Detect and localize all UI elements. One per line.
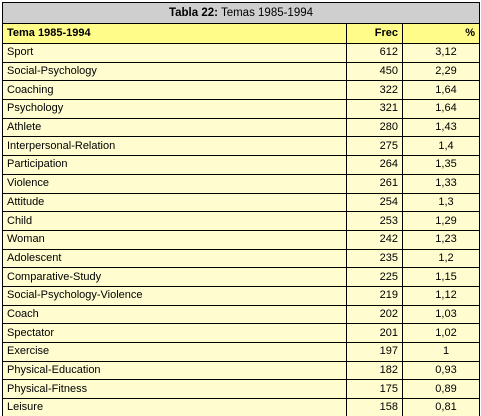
table-title[interactable] <box>3 3 480 24</box>
cell-pct[interactable]: 0,89 <box>403 380 480 399</box>
cell-frec[interactable]: 242 <box>347 230 403 249</box>
table-row <box>3 361 480 380</box>
cell-frec[interactable]: 264 <box>347 156 403 175</box>
table-row <box>3 399 480 416</box>
table-row <box>3 100 480 119</box>
table-row <box>3 305 480 324</box>
cell-frec[interactable]: 322 <box>347 81 403 100</box>
cell-pct[interactable]: 1 <box>403 343 480 362</box>
cell-tema[interactable]: Psychology <box>3 100 347 119</box>
title-row <box>3 3 480 24</box>
cell-pct[interactable]: 1,15 <box>403 268 480 287</box>
table-row <box>3 324 480 343</box>
table-row <box>3 44 480 63</box>
cell-frec[interactable]: 202 <box>347 305 403 324</box>
cell-tema[interactable]: Spectator <box>3 324 347 343</box>
cell-pct[interactable]: 1,29 <box>403 212 480 231</box>
cell-frec[interactable]: 612 <box>347 44 403 63</box>
cell-pct[interactable]: 1,4 <box>403 137 480 156</box>
cell-frec[interactable]: 280 <box>347 118 403 137</box>
cell-pct[interactable]: 1,43 <box>403 118 480 137</box>
cell-frec[interactable]: 175 <box>347 380 403 399</box>
cell-tema[interactable]: Violence <box>3 174 347 193</box>
cell-tema[interactable]: Physical-Education <box>3 361 347 380</box>
table-row <box>3 380 480 399</box>
cell-pct[interactable]: 1,64 <box>403 81 480 100</box>
cell-frec[interactable]: 158 <box>347 399 403 416</box>
cell-frec[interactable]: 219 <box>347 286 403 305</box>
table-row <box>3 156 480 175</box>
cell-frec[interactable]: 253 <box>347 212 403 231</box>
cell-frec[interactable]: 197 <box>347 343 403 362</box>
cell-frec[interactable]: 275 <box>347 137 403 156</box>
cell-pct[interactable]: 2,29 <box>403 62 480 81</box>
header-tema[interactable]: Tema 1985-1994 <box>3 24 347 44</box>
table-row <box>3 212 480 231</box>
cell-tema[interactable]: Woman <box>3 230 347 249</box>
cell-pct[interactable]: 1,35 <box>403 156 480 175</box>
cell-frec[interactable]: 261 <box>347 174 403 193</box>
cell-pct[interactable]: 1,33 <box>403 174 480 193</box>
temas-table <box>2 2 480 416</box>
cell-tema[interactable]: Physical-Fitness <box>3 380 347 399</box>
cell-frec[interactable]: 225 <box>347 268 403 287</box>
cell-pct[interactable]: 1,12 <box>403 286 480 305</box>
table-row <box>3 118 480 137</box>
table-title-text: Temas 1985-1994 <box>217 7 314 19</box>
cell-pct[interactable]: 1,2 <box>403 249 480 268</box>
cell-tema[interactable]: Interpersonal-Relation <box>3 137 347 156</box>
table-row <box>3 174 480 193</box>
cell-frec[interactable]: 201 <box>347 324 403 343</box>
cell-pct[interactable]: 1,03 <box>403 305 480 324</box>
cell-pct[interactable]: 1,02 <box>403 324 480 343</box>
cell-pct[interactable]: 0,81 <box>403 399 480 416</box>
table-row <box>3 343 480 362</box>
table-row <box>3 137 480 156</box>
cell-frec[interactable]: 182 <box>347 361 403 380</box>
cell-pct[interactable]: 3,12 <box>403 44 480 63</box>
cell-tema[interactable]: Coaching <box>3 81 347 100</box>
cell-tema[interactable]: Participation <box>3 156 347 175</box>
table-row <box>3 62 480 81</box>
table-row <box>3 193 480 212</box>
cell-frec[interactable]: 254 <box>347 193 403 212</box>
cell-frec[interactable]: 321 <box>347 100 403 119</box>
cell-pct[interactable]: 1,3 <box>403 193 480 212</box>
cell-pct[interactable]: 0,93 <box>403 361 480 380</box>
cell-frec[interactable]: 235 <box>347 249 403 268</box>
table-row <box>3 286 480 305</box>
header-frec[interactable]: Frec <box>347 24 403 44</box>
cell-tema[interactable]: Sport <box>3 44 347 63</box>
cell-tema[interactable]: Social-Psychology-Violence <box>3 286 347 305</box>
cell-pct[interactable]: 1,23 <box>403 230 480 249</box>
table-row <box>3 268 480 287</box>
cell-tema[interactable]: Comparative-Study <box>3 268 347 287</box>
cell-pct[interactable]: 1,64 <box>403 100 480 119</box>
header-row <box>3 24 480 44</box>
table-row <box>3 81 480 100</box>
cell-tema[interactable]: Coach <box>3 305 347 324</box>
cell-tema[interactable]: Attitude <box>3 193 347 212</box>
cell-tema[interactable]: Exercise <box>3 343 347 362</box>
table-row <box>3 249 480 268</box>
cell-tema[interactable]: Child <box>3 212 347 231</box>
table-title-number: Tabla 22: <box>168 7 218 19</box>
table-row <box>3 230 480 249</box>
table-body <box>3 44 480 416</box>
cell-frec[interactable]: 450 <box>347 62 403 81</box>
cell-tema[interactable]: Adolescent <box>3 249 347 268</box>
header-pct[interactable]: % <box>403 24 480 44</box>
cell-tema[interactable]: Social-Psychology <box>3 62 347 81</box>
cell-tema[interactable]: Leisure <box>3 399 347 416</box>
cell-tema[interactable]: Athlete <box>3 118 347 137</box>
